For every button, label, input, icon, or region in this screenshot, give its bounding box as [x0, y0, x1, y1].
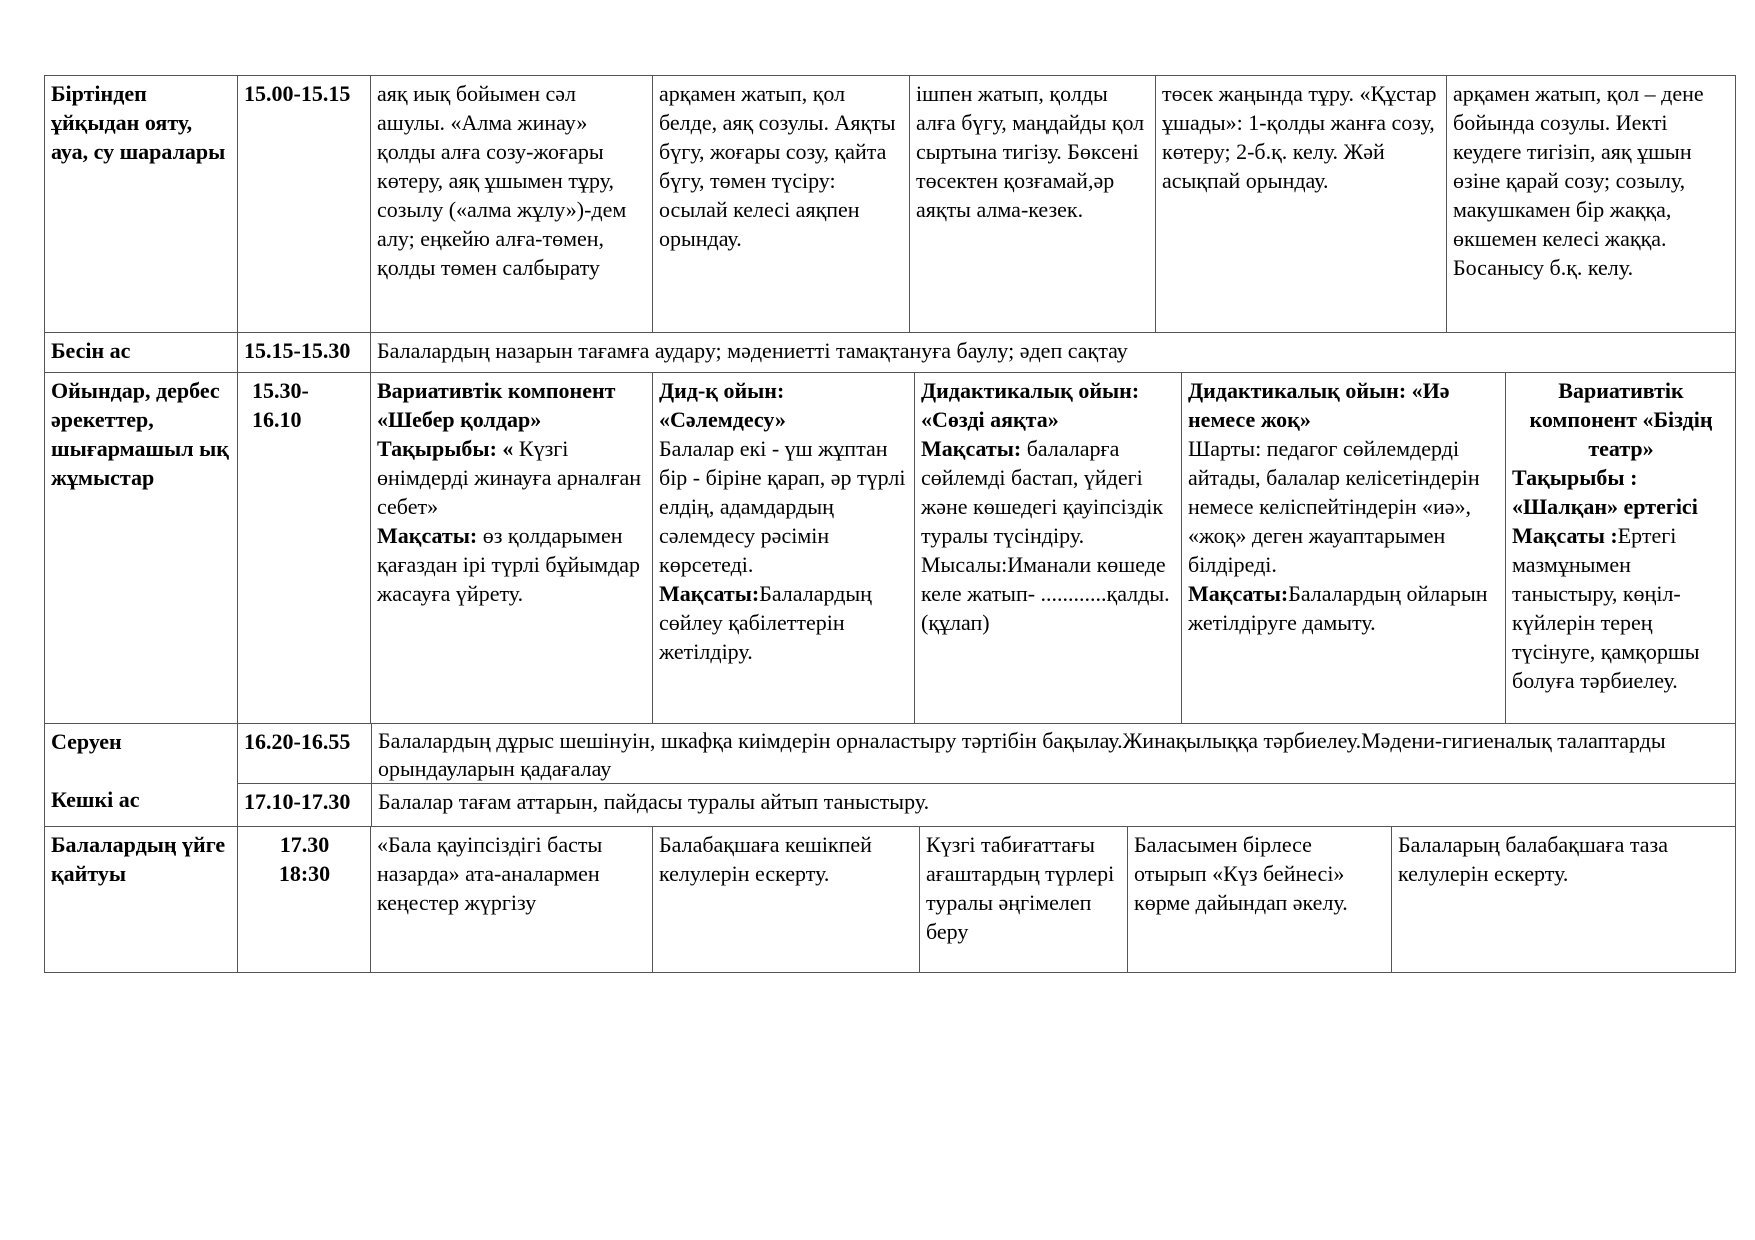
row-label: Біртіндеп ұйқыдан ояту, ауа, су шаралары: [51, 81, 226, 164]
cell-body: Балалар екі - үш жұптан бір - біріне қарап, әр түрлі елдің, адамдардың сәлемдесу рәсімін көрсетеді.: [659, 436, 906, 577]
row-snack: [44, 332, 1736, 372]
dinner-text: Балалар тағам аттарын, пайдасы туралы айтып таныстыру.: [371, 784, 1735, 826]
wake-cell-2: арқамен жатып, қол белде, аяқ созулы. Аяқты бүгу, жоғары созу, қайта бүгу, төмен түсіру: осылай келесі аяқпен орындау.: [652, 76, 909, 332]
row-time: 17.10-17.30: [244, 789, 351, 814]
dinner-section: [238, 784, 1735, 826]
row-wake-up: [44, 75, 1736, 332]
cell-goal: Мақсаты:Балалардың сөйлеу қабілеттерін жетілдіру.: [659, 581, 872, 664]
row-going-home: [44, 826, 1736, 973]
row-label: Балалардың үйге қайтуы: [51, 832, 226, 886]
cell-topic: Тақырыбы : «Шалқан» ертегісі: [1512, 465, 1698, 519]
walk-section: [238, 724, 1735, 784]
cell-title: Дид-қ ойын: «Сәлемдесу»: [659, 378, 786, 432]
wake-cell-5: арқамен жатып, қол – дене бойында созулы. Иекті кеудеге тигізіп, аяқ ұшын өзіне қарай созу; созылу, макушкамен бір жаққа, өкшемен келесі жаққа. Босанысу б.қ. келу.: [1446, 76, 1735, 332]
row-label: Бесін ас: [51, 338, 131, 363]
cell-example: Мысалы:Иманали көшеде келе жатып- ............қалды.(құлап): [921, 552, 1170, 635]
row-time: 16.20-16.55: [244, 729, 351, 754]
games-cell-5: [1505, 373, 1735, 723]
cell-goal: Мақсаты:Балалардың ойларын жетілдіруге дамыту.: [1188, 581, 1488, 635]
row-time: [237, 827, 370, 972]
row-time: 15.30- 16.10: [237, 373, 370, 723]
cell-goal: Мақсаты: өз қолдарымен қағаздан ірі түрлі бұйымдар жасауға үйрету.: [377, 523, 641, 606]
time-start: 17.30: [279, 832, 330, 857]
row-time: 15.00-15.15: [237, 76, 370, 332]
home-cell-4: Баласымен бірлесе отырып «Күз бейнесі» көрме дайындап әкелу.: [1127, 827, 1391, 972]
cell-title: Вариативтік компонент «Шебер қолдар»: [377, 378, 616, 432]
cell-title: Дидактикалық ойын: «Иә немесе жоқ»: [1188, 378, 1450, 432]
home-cell-3: Күзгі табиғаттағы ағаштардың түрлері туралы әңгімелеп беру: [919, 827, 1127, 972]
cell-goal: Мақсаты: балаларға сөйлемді бастап, үйдегі және көшедегі қауіпсіздік туралы түсіндіру.: [921, 436, 1164, 548]
walk-dinner-right: [237, 724, 1735, 826]
wake-cell-1: аяқ иық бойымен сәл ашулы. «Алма жинау» қолды алға созу-жоғары көтеру, аяқ ұшымен тұру, созылу («алма жұлу»)-дем алу; еңкейю алға-төмен, қолды төмен салбырату: [370, 76, 652, 332]
row-games: [44, 372, 1736, 723]
cell-topic: Тақырыбы: « Күзгі өнімдерді жинауға арналған себет»: [377, 436, 641, 519]
games-cell-2: [652, 373, 914, 723]
time-end: 18:30: [278, 861, 331, 886]
row-label-walk-dinner: [45, 724, 237, 826]
home-cell-5: Балаларың балабақшаға таза келулерін ескерту.: [1391, 827, 1735, 972]
snack-text: Балалардың назарын тағамға аудару; мәдениетті тамақтануға баулу; әдеп сақтау: [370, 333, 1735, 372]
games-cell-3: [914, 373, 1181, 723]
row-label: Ойындар, дербес әрекеттер, шығармашыл ық жұмыстар: [51, 378, 229, 490]
cell-goal: Мақсаты :Ертегі мазмұнымен таныстыру, көңіл-күйлерін терең түсінуге, қамқоршы болуға тәрбиелеу.: [1512, 523, 1700, 693]
home-cell-2: Балабақшаға кешікпей келулерін ескерту.: [652, 827, 919, 972]
walk-label: Серуен: [51, 729, 122, 754]
row-walk-dinner: [44, 723, 1736, 826]
wake-cell-4: төсек жаңында тұру. «Құстар ұшады»: 1-қолды жанға созу, көтеру; 2-б.қ. келу. Жәй асықпай орындау.: [1155, 76, 1446, 332]
cell-body: Шарты: педагог сөйлемдерді айтады, балалар келісетіндерін немесе келіспейтіндерін «иә», «жоқ» деген жауаптарымен білдіреді.: [1188, 436, 1480, 577]
wake-cell-3: ішпен жатып, қолды алға бүгу, маңдайды қол сыртына тигізу. Бөксені төсектен қозғамай,әр аяқты алма-кезек.: [909, 76, 1155, 332]
games-cell-1: [370, 373, 652, 723]
row-time: 15.15-15.30: [237, 333, 370, 372]
cell-title: Вариативтік компонент «Біздің театр»: [1529, 378, 1713, 461]
cell-title: Дидактикалық ойын: «Сөзді аяқта»: [921, 378, 1140, 432]
dinner-label: Кешкі ас: [51, 787, 140, 812]
games-cell-4: [1181, 373, 1505, 723]
walk-text: Балалардың дұрыс шешінуін, шкафқа киімдерін орналастыру тәртібін бақылау.Жинақылыққа тәрбиелеу.Мәдени-гигиеналық талаптарды орындауларын қадағалау: [371, 724, 1735, 783]
home-cell-1: «Бала қауіпсіздігі басты назарда» ата-аналармен кеңестер жүргізу: [370, 827, 652, 972]
